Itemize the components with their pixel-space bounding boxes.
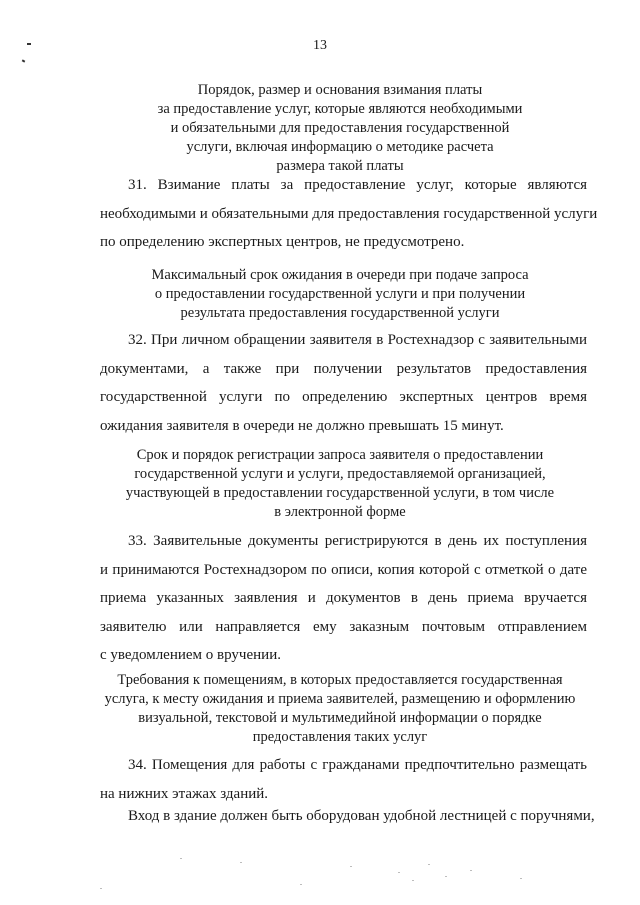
heading-line: услуга, к месту ожидания и приема заявителей, размещению и оформлению: [104, 691, 576, 707]
heading-line: за предоставление услуг, которые являются необходимыми: [157, 101, 523, 117]
page-number: 13: [313, 38, 327, 53]
heading-line: участвующей в предоставлении государственной услуги, в том числе: [125, 485, 555, 501]
paragraph-line: заявителю или направляется ему заказным почтовым отправлением: [100, 618, 587, 635]
scan-speck: [445, 876, 447, 877]
heading-line: результата предоставления государственной услуги: [180, 305, 500, 321]
scan-speck: [412, 880, 414, 881]
paragraph: [100, 171, 598, 257]
paragraph-line: 31. Взимание платы за предоставление услуг, которые являются: [128, 177, 587, 193]
scan-speck: [300, 884, 302, 885]
heading-line: визуальной, текстовой и мультимедийной информации о порядке: [138, 710, 542, 726]
paragraph: [100, 326, 587, 440]
section-heading: [90, 446, 590, 522]
scan-speck: [180, 858, 182, 859]
scan-mark: [22, 59, 26, 62]
scan-speck: [428, 864, 430, 865]
section-heading: [90, 266, 590, 323]
heading-line: в электронной форме: [274, 504, 406, 520]
heading-line: Максимальный срок ожидания в очереди при подаче запроса: [151, 267, 529, 283]
scan-speck: [350, 866, 352, 867]
scan-speck: [100, 888, 102, 889]
heading-line: Срок и порядок регистрации запроса заявителя о предоставлении: [136, 447, 544, 463]
scan-speck: [520, 878, 522, 879]
scan-speck: [470, 870, 472, 871]
paragraph-line: государственной услуги по определению экспертных центров время: [100, 389, 587, 405]
paragraph: [100, 802, 595, 831]
paragraph-line: необходимыми и обязательными для предоставления государственной услуги: [100, 205, 598, 222]
paragraph-line: на нижних этажах зданий.: [100, 785, 269, 802]
section-heading: [90, 81, 590, 176]
paragraph-line: и принимаются Ростехнадзором по описи, копия которой с отметкой о дате: [100, 561, 587, 578]
paragraph-line: 34. Помещения для работы с гражданами предпочтительно размещать: [128, 757, 587, 773]
paragraph-line: по определению экспертных центров, не предусмотрено.: [100, 234, 465, 250]
heading-line: услуги, включая информацию о методике расчета: [186, 139, 494, 155]
heading-line: Порядок, размер и основания взимания платы: [197, 82, 483, 98]
paragraph-line: с уведомлением о вручении.: [100, 647, 281, 663]
heading-line: Требования к помещениям, в которых предоставляется государственная: [117, 672, 563, 688]
paragraph-line: 32. При личном обращении заявителя в Ростехнадзор с заявительными: [128, 332, 587, 348]
scan-speck: [398, 872, 400, 873]
section-heading: [90, 671, 590, 747]
paragraph-line: 33. Заявительные документы регистрируются в день их поступления: [128, 533, 587, 549]
paragraph-line: приема указанных заявления и документов в день приема вручается: [100, 590, 587, 606]
heading-line: размера такой платы: [276, 158, 404, 174]
paragraph: [100, 751, 587, 808]
paragraph-line: документами, а также при получении результатов предоставления: [100, 360, 587, 377]
heading-line: государственной услуги и услуги, предоставляемой организацией,: [134, 466, 546, 482]
scan-speck: [240, 862, 242, 863]
paragraph-line: Вход в здание должен быть оборудован удобной лестницей с поручнями,: [128, 808, 595, 824]
paragraph-line: ожидания заявителя в очереди не должно превышать 15 минут.: [100, 417, 504, 434]
heading-line: и обязательными для предоставления государственной: [170, 120, 510, 136]
paragraph: [100, 527, 587, 670]
heading-line: предоставления таких услуг: [252, 729, 428, 745]
heading-line: о предоставлении государственной услуги и при получении: [154, 286, 526, 302]
